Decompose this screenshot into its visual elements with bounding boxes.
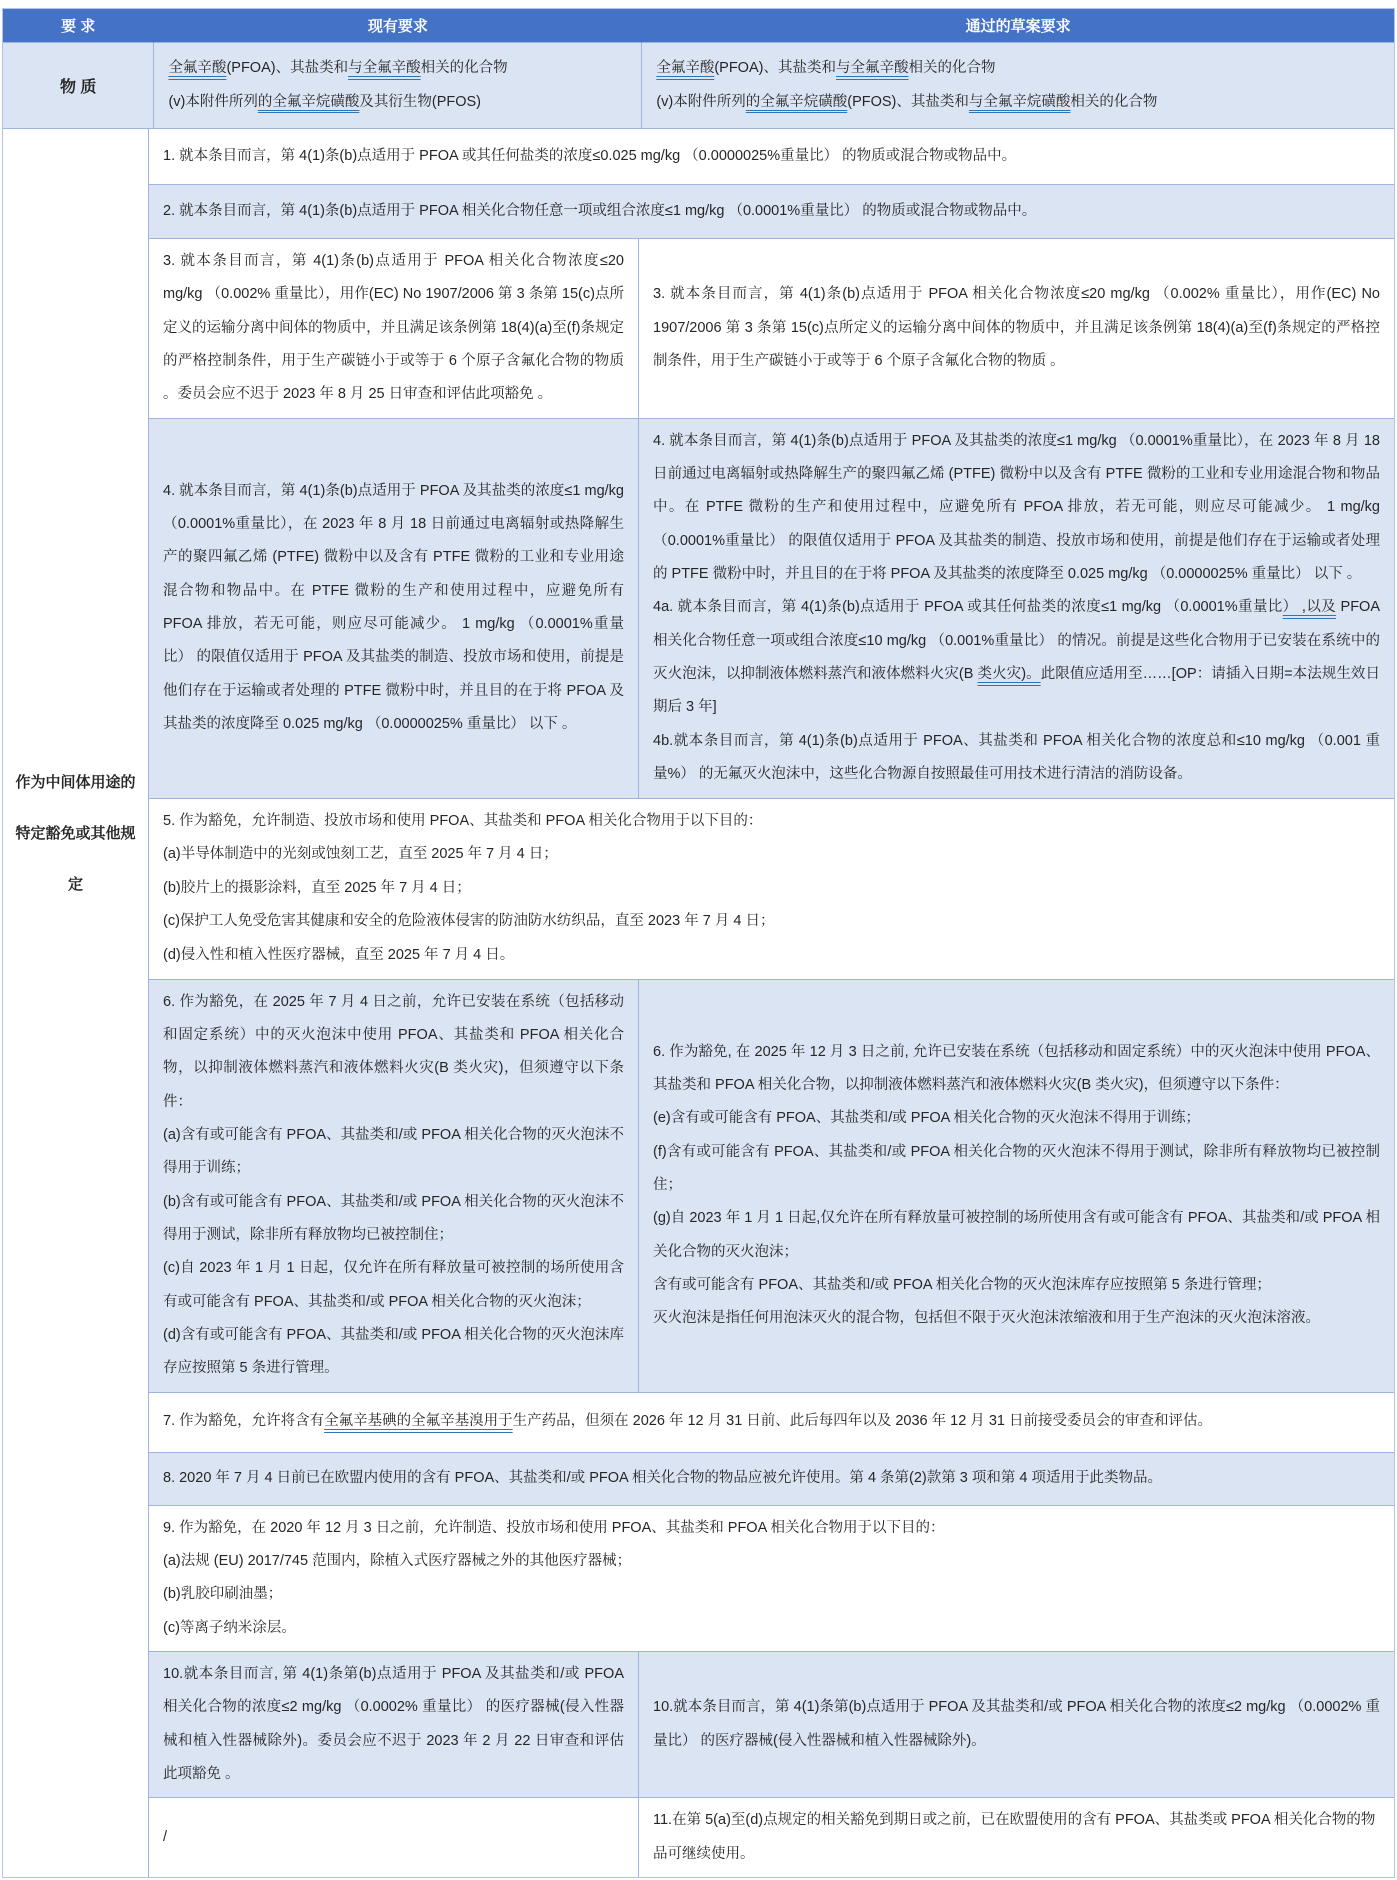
row7-cell: 7. 作为豁免，允许将含有全氟辛基碘的全氟辛基溴用于生产药品，但须在 2026 年 12 月 31 日前、此后每四年以及 2036 年 12 月 31 日前接受委员会的审查和评估。	[149, 1393, 1394, 1453]
row8-cell: 8. 2020 年 7 月 4 日前已在欧盟内使用的含有 PFOA、其盐类和/或 PFOA 相关化合物的物品应被允许使用。第 4 条第(2)款第 3 项和第 4 项适用于此类物品。	[149, 1453, 1394, 1506]
table-header-row	[3, 9, 1394, 43]
section-content	[149, 129, 1394, 1877]
row10-draft-cell: 10.就本条目而言，第 4(1)条第(b)点适用于 PFOA 及其盐类和/或 PFOA 相关化合物的浓度≤2 mg/kg （0.0002% 重量比） 的医疗器械(侵入性器械和植入性器械除外)。	[639, 1652, 1394, 1798]
row6-draft-cell: 6. 作为豁免, 在 2025 年 12 月 3 日之前, 允许已安装在系统（包括移动和固定系统）中的灭火泡沫中使用 PFOA、其盐类和 PFOA 相关化合物，以抑制液体燃料蒸汽和液体燃料火灾(B 类火灾)，但须遵守以下条件： (e)含有或可能含有 PFOA、其盐类和/或 PFOA 相关化合物的灭火泡沫不得用于训练； (f)含有或可能含有 PFOA、其盐类和/或 PFOA 相关化合物的灭火泡沫不得用于测试，除非所有释放物均已被控制住； (g)自 2023 年 1 月 1 日起,仅允许在所有释放量可被控制的场所使用含有或可能含有 PFOA、其盐类和/或 PFOA 相关化合物的灭火泡沫； 含有或可能含有 PFOA、其盐类和/或 PFOA 相关化合物的灭火泡沫库存应按照第 5 条进行管理； 灭火泡沫是指任何用泡沫灭火的混合物，包括但不限于灭火泡沫浓缩液和用于生产泡沫的灭火泡沫溶液。	[639, 980, 1394, 1393]
row10-existing-cell: 10.就本条目而言, 第 4(1)条第(b)点适用于 PFOA 及其盐类和/或 PFOA 相关化合物的浓度≤2 mg/kg （0.0002% 重量比） 的医疗器械(侵入性器械和植入性器械除外)。委员会应不迟于 2023 年 2 月 22 日审查和评估此项豁免 。	[149, 1652, 639, 1798]
table-row-8	[149, 1453, 1394, 1506]
row3-existing-cell: 3. 就本条目而言，第 4(1)条(b)点适用于 PFOA 相关化合物浓度≤20 mg/kg （0.002% 重量比），用作(EC) No 1907/2006 第 3 条第 15(c)点所定义的运输分离中间体的物质中，并且满足该条例第 18(4)(a)至(f)条规定的严格控制条件，用于生产碳链小于或等于 6 个原子含氟化合物的物质 。委员会应不迟于 2023 年 8 月 25 日审查和评估此项豁免 。	[149, 239, 639, 419]
header-requirement-label: 要 求	[61, 18, 96, 35]
substance-existing-cell: 全氟辛酸(PFOA)、其盐类和与全氟辛酸相关的化合物 (v)本附件所列的全氟辛烷磺酸及其衍生物(PFOS)	[154, 43, 642, 129]
section-label-cell	[3, 129, 149, 1877]
row11-existing-cell: /	[149, 1798, 639, 1877]
substance-row	[3, 43, 1394, 129]
row6-existing-cell: 6. 作为豁免，在 2025 年 7 月 4 日之前，允许已安装在系统（包括移动和固定系统）中的灭火泡沫中使用 PFOA、其盐类和 PFOA 相关化合物，以抑制液体燃料蒸汽和液体燃料火灾(B 类火灾)，但须遵守以下条件： (a)含有或可能含有 PFOA、其盐类和/或 PFOA 相关化合物的灭火泡沫不得用于训练； (b)含有或可能含有 PFOA、其盐类和/或 PFOA 相关化合物的灭火泡沫不得用于测试，除非所有释放物均已被控制住； (c)自 2023 年 1 月 1 日起，仅允许在所有释放量可被控制的场所使用含有或可能含有 PFOA、其盐类和/或 PFOA 相关化合物的灭火泡沫； (d)含有或可能含有 PFOA、其盐类和/或 PFOA 相关化合物的灭火泡沫库存应按照第 5 条进行管理。	[149, 980, 639, 1393]
table-row-5	[149, 799, 1394, 980]
table-row-1	[149, 129, 1394, 185]
substance-label: 物 质	[59, 79, 97, 96]
substance-label-cell	[3, 43, 154, 129]
table-row-4	[149, 419, 1394, 799]
header-draft-label: 通过的草案要求	[965, 18, 1071, 35]
table-row-7	[149, 1393, 1394, 1453]
row1-cell: 1. 就本条目而言，第 4(1)条(b)点适用于 PFOA 或其任何盐类的浓度≤0.025 mg/kg （0.0000025%重量比） 的物质或混合物或物品中。	[149, 129, 1394, 185]
table-row-9	[149, 1506, 1394, 1652]
row4-existing-cell: 4. 就本条目而言，第 4(1)条(b)点适用于 PFOA 及其盐类的浓度≤1 mg/kg （0.0001%重量比），在 2023 年 8 月 18 日前通过电离辐射或热降解生产的聚四氟乙烯 (PTFE) 微粉中以及含有 PTFE 微粉的工业和专业用途混合物和物品中。在 PTFE 微粉的生产和使用过程中，应避免所有 PFOA 排放，若无可能，则应尽可能减少。 1 mg/kg （0.0001%重量比） 的限值仅适用于 PFOA 及其盐类的制造、投放市场和使用，前提是他们存在于运输或者处理的 PTFE 微粉中时，并且目的在于将 PFOA 及其盐类的浓度降至 0.025 mg/kg （0.0000025% 重量比） 以下 。	[149, 419, 639, 799]
exemptions-section	[3, 129, 1394, 1877]
header-cell-draft	[642, 9, 1394, 43]
row3-draft-cell: 3. 就本条目而言，第 4(1)条(b)点适用于 PFOA 相关化合物浓度≤20 mg/kg （0.002% 重量比），用作(EC) No 1907/2006 第 3 条第 15(c)点所定义的运输分离中间体的物质中，并且满足该条例第 18(4)(a)至(f)条规定的严格控制条件，用于生产碳链小于或等于 6 个原子含氟化合物的物质 。	[639, 239, 1394, 419]
requirements-comparison-table	[2, 8, 1395, 1878]
table-row-2	[149, 185, 1394, 239]
header-cell-requirement	[3, 9, 154, 43]
header-cell-existing	[154, 9, 642, 43]
row2-cell: 2. 就本条目而言，第 4(1)条(b)点适用于 PFOA 相关化合物任意一项或组合浓度≤1 mg/kg （0.0001%重量比） 的物质或混合物或物品中。	[149, 185, 1394, 239]
table-row-3	[149, 239, 1394, 419]
header-existing-label: 现有要求	[367, 18, 428, 35]
row9-cell: 9. 作为豁免，在 2020 年 12 月 3 日之前，允许制造、投放市场和使用 PFOA、其盐类和 PFOA 相关化合物用于以下目的： (a)法规 (EU) 2017/745 范围内，除植入式医疗器械之外的其他医疗器械； (b)乳胶印刷油墨； (c)等离子纳米涂层。	[149, 1506, 1394, 1652]
substance-draft-cell: 全氟辛酸(PFOA)、其盐类和与全氟辛酸相关的化合物 (v)本附件所列的全氟辛烷磺酸(PFOS)、其盐类和与全氟辛烷磺酸相关的化合物	[642, 43, 1394, 129]
table-row-11	[149, 1798, 1394, 1877]
section-label: 作为中间体用途的特定豁免或其他规定	[15, 773, 136, 893]
row5-cell: 5. 作为豁免，允许制造、投放市场和使用 PFOA、其盐类和 PFOA 相关化合物用于以下目的： (a)半导体制造中的光刻或蚀刻工艺，直至 2025 年 7 月 4 日； (b)胶片上的摄影涂料，直至 2025 年 7 月 4 日； (c)保护工人免受危害其健康和安全的危险液体侵害的防油防水纺织品，直至 2023 年 7 月 4 日； (d)侵入性和植入性医疗器械，直至 2025 年 7 月 4 日。	[149, 799, 1394, 980]
table-row-10	[149, 1652, 1394, 1798]
table-row-6	[149, 980, 1394, 1393]
row4-draft-cell: 4. 就本条目而言，第 4(1)条(b)点适用于 PFOA 及其盐类的浓度≤1 mg/kg （0.0001%重量比），在 2023 年 8 月 18 日前通过电离辐射或热降解生产的聚四氟乙烯 (PTFE) 微粉中以及含有 PTFE 微粉的工业和专业用途混合物和物品中。在 PTFE 微粉的生产和使用过程中，应避免所有 PFOA 排放，若无可能，则应尽可能减少。 1 mg/kg （0.0001%重量比） 的限值仅适用于 PFOA 及其盐类的制造、投放市场和使用，前提是他们存在于运输或者处理的 PTFE 微粉中时，并且目的在于将 PFOA 及其盐类的浓度降至 0.025 mg/kg （0.0000025% 重量比） 以下 。 4a. 就本条目而言，第 4(1)条(b)点适用于 PFOA 或其任何盐类的浓度≤1 mg/kg （0.0001%重量比） ,以及 PFOA 相关化合物任意一项或组合浓度≤10 mg/kg （0.001%重量比） 的情况。前提是这些化合物用于已安装在系统中的灭火泡沫，以抑制液体燃料蒸汽和液体燃料火灾(B 类火灾)。此限值应适用至……[OP：请插入日期=本法规生效日期后 3 年] 4b.就本条目而言，第 4(1)条(b)点适用于 PFOA、其盐类和 PFOA 相关化合物的浓度总和≤10 mg/kg （0.001 重量%） 的无氟灭火泡沫中，这些化合物源自按照最佳可用技术进行清洁的消防设备。	[639, 419, 1394, 799]
row11-draft-cell: 11.在第 5(a)至(d)点规定的相关豁免到期日或之前，已在欧盟使用的含有 PFOA、其盐类或 PFOA 相关化合物的物品可继续使用。	[639, 1798, 1394, 1877]
